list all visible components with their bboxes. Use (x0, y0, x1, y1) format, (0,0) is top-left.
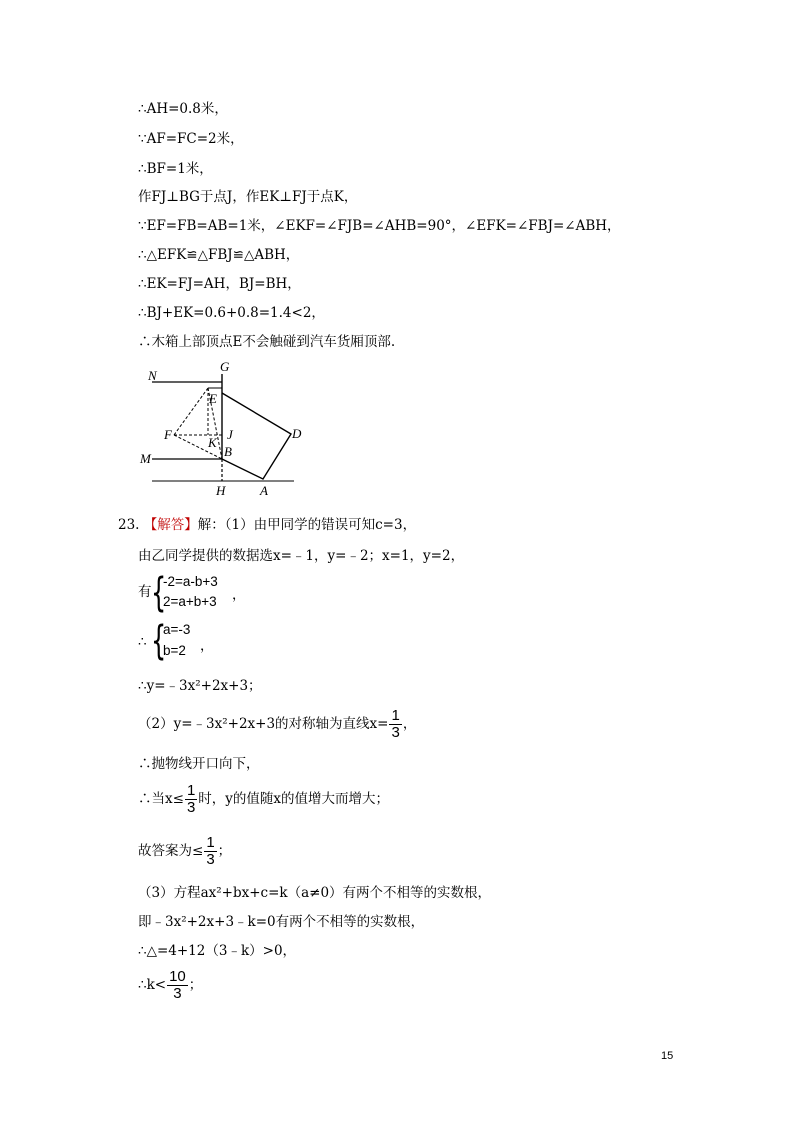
label-F: F (164, 427, 172, 442)
q23-k-result: ∴k< $\frac{10}{3}$ ； (138, 968, 203, 1002)
q23-number: 23. (118, 517, 140, 533)
geometry-diagram (130, 358, 310, 498)
system1-row1: -2=a-b+3 (163, 574, 218, 589)
text-line-2: ∵AF=FC=2米， (138, 131, 244, 147)
q23-part3-line1: （3）方程ax²+bx+c=k（a≠0）有两个不相等的实数根， (138, 885, 492, 901)
q23-part2 (138, 704, 416, 744)
label-B: B (224, 444, 232, 459)
q23-part3-line3: ∴△=4+12（3﹣k）>0， (138, 943, 297, 959)
text-line-6: ∴△EFK≌△FBJ≌△ABH， (138, 247, 300, 263)
text-line-7: ∴EK=FJ=AH，BJ=BH， (138, 276, 301, 292)
text-line-1: ∴AH=0.8米， (138, 101, 228, 117)
label-J: J (227, 427, 233, 442)
q23-line-2: 由乙同学提供的数据选x=﹣1，y=﹣2；x=1，y=2， (138, 548, 465, 564)
q23-answer-tag: 【解答】 (143, 517, 198, 533)
text-line-9: ∴木箱上部顶点E不会触碰到汽车货厢顶部. (138, 334, 396, 350)
q23-part3-line2: 即﹣3x²+2x+3﹣k=0有两个不相等的实数根， (138, 914, 425, 930)
fraction-one-third: $\frac{1}{3}$ (391, 707, 400, 741)
part2-pre: （2）y=﹣3x²+2x+3的对称轴为直线x= (138, 716, 389, 732)
label-A: A (260, 483, 268, 498)
system2-end: ， (200, 638, 214, 653)
fraction-one-third-3: $\frac{1}{3}$ (206, 834, 215, 868)
system2-row2: b=2 (163, 643, 186, 658)
system2-brace: { (151, 618, 167, 664)
q23-when: ∴当x≤ $\frac{1}{3}$ 时，y的值随x的值增大而增大； (138, 782, 390, 816)
q23-y-expression: ∴y=﹣3x²+2x+3； (138, 678, 262, 694)
label-G: G (220, 359, 230, 374)
label-E: E (209, 391, 217, 406)
part2-post: ， (402, 716, 417, 732)
fraction-ten-thirds: $\frac{10}{3}$ (169, 968, 186, 1002)
text-line-4: 作FJ⊥BG于点J，作EK⊥FJ于点K， (138, 189, 358, 205)
system1-brace: { (151, 570, 167, 616)
q23-intro: 解：（1）由甲同学的错误可知c=3， (197, 517, 417, 533)
q23-open-down: ∴抛物线开口向下， (138, 756, 260, 772)
text-line-3: ∴BF=1米， (138, 161, 213, 177)
system1-row2: 2=a+b+3 (163, 594, 217, 609)
label-M: M (140, 451, 151, 466)
system2-row1: a=-3 (163, 622, 191, 637)
fraction-one-third-2: $\frac{1}{3}$ (186, 782, 196, 816)
label-D: D (292, 426, 302, 441)
label-H: H (216, 483, 226, 498)
label-K: K (208, 435, 217, 450)
system1-prefix: 有 (138, 584, 152, 600)
label-N: N (148, 368, 157, 383)
q23-header (118, 516, 416, 534)
q23-answer: 故答案为≤ $\frac{1}{3}$ ； (138, 834, 232, 868)
system2-prefix: ∴ (138, 634, 147, 650)
page-number: 15 (661, 1050, 674, 1062)
text-line-5: ∵EF=FB=AB=1米，∠EKF=∠FJB=∠AHB=90°，∠EFK=∠FBJ=∠ABH， (138, 218, 621, 234)
text-line-8: ∴BJ+EK=0.6+0.8=1.4<2， (138, 305, 325, 321)
system1-end: ， (232, 587, 246, 602)
